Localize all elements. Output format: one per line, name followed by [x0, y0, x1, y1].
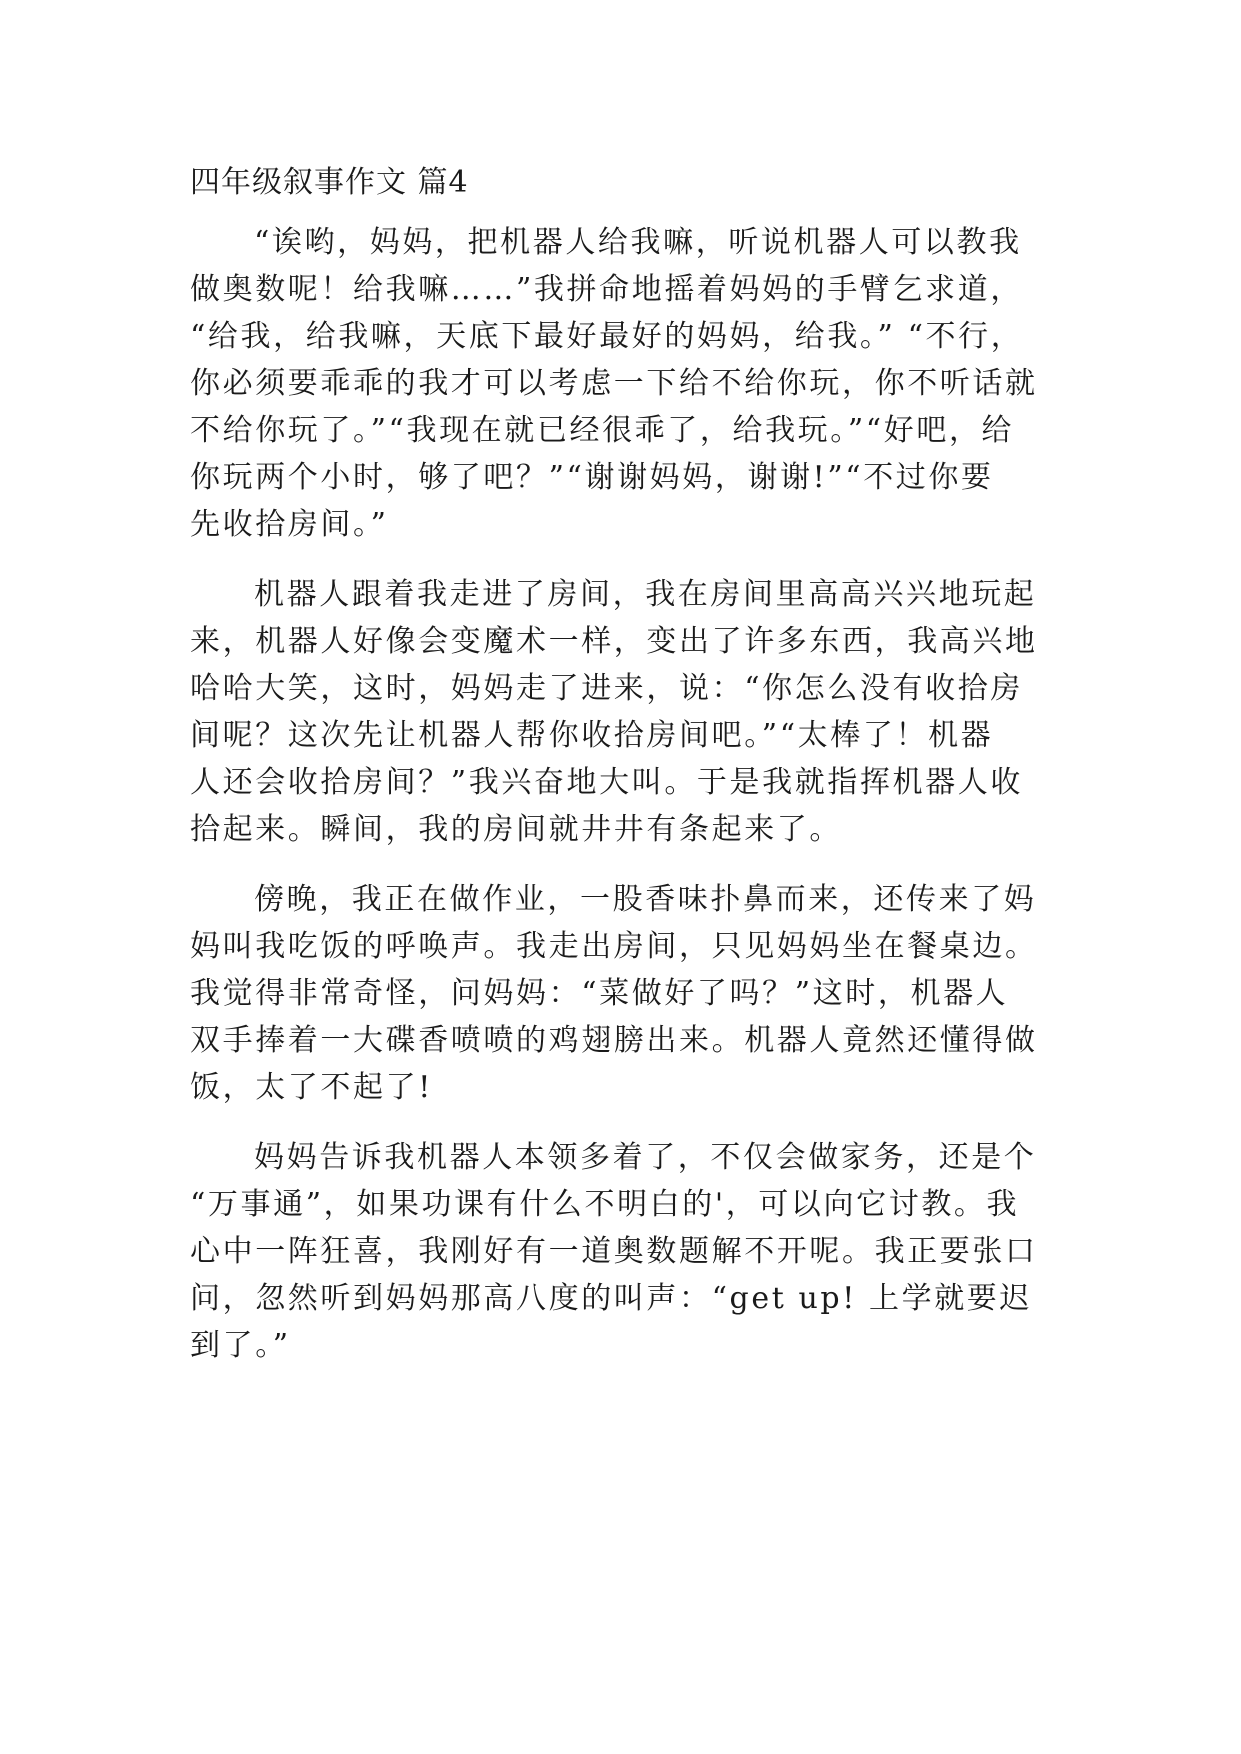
paragraph-2-line-6: 拾起来。瞬间，我的房间就井井有条起来了。 — [190, 812, 842, 847]
paragraph-1-line-4: 你必须要乖乖的我才可以考虑一下给不给你玩，你不听话就 — [190, 366, 1038, 401]
paragraph-4-line-3: 心中一阵狂喜，我刚好有一道奥数题解不开呢。我正要张口 — [190, 1234, 1038, 1269]
paragraph-1-line-3: “给我，给我嘛，天底下最好最好的妈妈，给我。” “不行， — [190, 319, 1024, 354]
paragraph-4-line-4: 问，忽然听到妈妈那高八度的叫声：“get up! 上学就要迟 — [190, 1281, 1033, 1316]
paragraph-3-line-2: 妈叫我吃饭的呼唤声。我走出房间，只见妈妈坐在餐桌边。 — [190, 929, 1038, 964]
paragraph-1-line-1: “诶哟，妈妈，把机器人给我嘛，听说机器人可以教我 — [254, 225, 1022, 260]
paragraph-1-line-6: 你玩两个小时，够了吧？”“谢谢妈妈，谢谢!”“不过你要 — [190, 460, 994, 495]
document-title: 四年级叙事作文 篇4 — [190, 165, 469, 200]
paragraph-2-line-1: 机器人跟着我走进了房间，我在房间里高高兴兴地玩起 — [254, 577, 1037, 612]
paragraph-3-line-1: 傍晚，我正在做作业，一股香味扑鼻而来，还传来了妈 — [254, 882, 1037, 917]
paragraph-2-line-2: 来，机器人好像会变魔术一样，变出了许多东西，我高兴地 — [190, 624, 1038, 659]
paragraph-2-line-3: 哈哈大笑，这时，妈妈走了进来，说：“你怎么没有收拾房 — [190, 671, 1023, 706]
paragraph-1-line-2: 做奥数呢！给我嘛……”我拼命地摇着妈妈的手臂乞求道， — [190, 272, 1023, 307]
paragraph-3-line-5: 饭，太了不起了! — [190, 1070, 433, 1105]
paragraph-4-line-1: 妈妈告诉我机器人本领多着了，不仅会做家务，还是个 — [254, 1140, 1037, 1175]
paragraph-2-line-4: 间呢？这次先让机器人帮你收拾房间吧。”“太棒了！机器 — [190, 718, 994, 753]
paragraph-3-line-3: 我觉得非常奇怪，问妈妈：“菜做好了吗？”这时，机器人 — [190, 976, 1009, 1011]
paragraph-1-line-7: 先收拾房间。” — [190, 507, 389, 542]
paragraph-2-line-5: 人还会收拾房间？”我兴奋地大叫。于是我就指挥机器人收 — [190, 765, 1023, 800]
paragraph-1-line-5: 不给你玩了。”“我现在就已经很乖了，给我玩。”“好吧，给 — [190, 413, 1015, 448]
paragraph-4-line-2: “万事通”，如果功课有什么不明白的'，可以向它讨教。我 — [190, 1187, 1020, 1222]
paragraph-4-line-5: 到了。” — [190, 1328, 291, 1363]
paragraph-3-line-4: 双手捧着一大碟香喷喷的鸡翅膀出来。机器人竟然还懂得做 — [190, 1023, 1038, 1058]
